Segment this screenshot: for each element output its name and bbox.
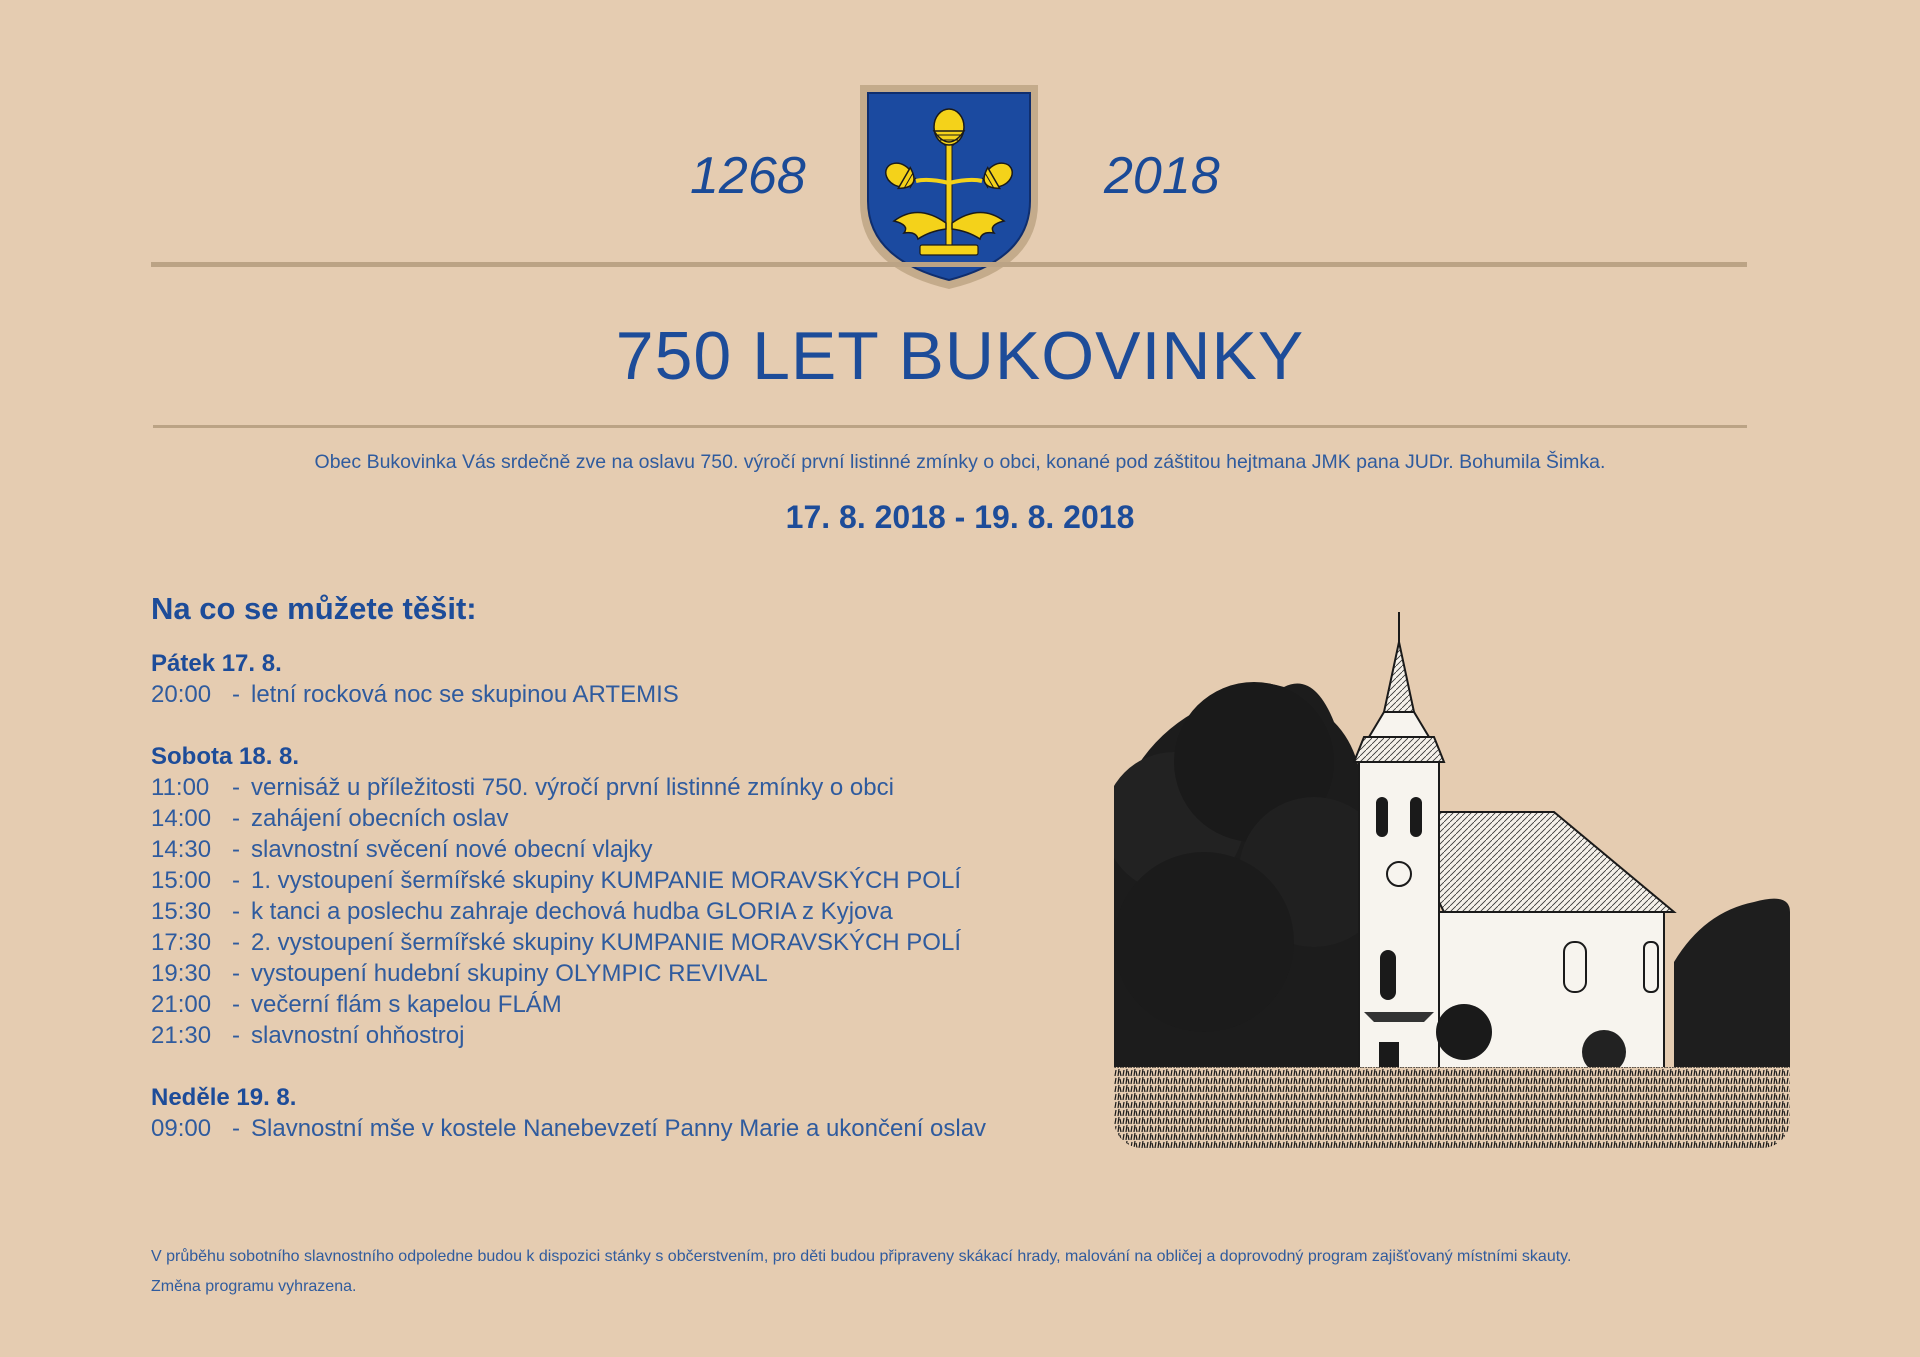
program-row (151, 1114, 986, 1144)
event-time: 19:30 (151, 960, 212, 987)
event-separator: - (232, 774, 240, 801)
program-row (151, 928, 961, 958)
footnote-line: V průběhu sobotního slavnostního odpoledne budou k dispozici stánky s občerstvením, pro děti budou připraveny skákací hrady, malování na obličej a doprovodný program zajišťovaný místními skauty. (151, 1248, 1572, 1265)
invitation-text: Obec Bukovinka Vás srdečně zve na oslavu 750. výročí první listinné zmínky o obci, konané pod záštitou hejtmana JMK pana JUDr. Bohumila Šimka. (314, 451, 1606, 473)
event-text: večerní flám s kapelou FLÁM (251, 991, 562, 1018)
event-text: vystoupení hudební skupiny OLYMPIC REVIVAL (251, 960, 768, 987)
program-row (151, 835, 653, 865)
top-divider (151, 262, 1747, 267)
day-heading-sunday: Neděle 19. 8. (151, 1084, 297, 1111)
event-text: slavnostní svěcení nové obecní vlajky (251, 836, 653, 863)
church-illustration (1114, 612, 1790, 1148)
year-start: 1268 (690, 147, 806, 205)
event-time: 21:00 (151, 991, 212, 1018)
event-dates: 17. 8. 2018 - 19. 8. 2018 (785, 499, 1135, 535)
event-text: 2. vystoupení šermířské skupiny KUMPANIE MORAVSKÝCH POLÍ (251, 929, 961, 956)
event-separator: - (232, 867, 240, 894)
program-row (151, 804, 509, 834)
event-time: 09:00 (151, 1115, 212, 1142)
event-text: zahájení obecních oslav (251, 805, 509, 832)
event-text: letní rocková noc se skupinou ARTEMIS (251, 681, 679, 708)
event-separator: - (232, 898, 240, 925)
event-text: slavnostní ohňostroj (251, 1022, 465, 1049)
program-row (151, 1021, 464, 1051)
event-separator: - (232, 1115, 240, 1142)
event-separator: - (232, 960, 240, 987)
event-separator: - (232, 805, 240, 832)
event-time: 14:00 (151, 805, 212, 832)
day-heading-friday: Pátek 17. 8. (151, 650, 282, 677)
coat-of-arms-icon (858, 83, 1040, 291)
event-time: 21:30 (151, 1022, 212, 1049)
event-time: 15:00 (151, 867, 212, 894)
program-row (151, 773, 894, 803)
footnote-disclaimer: Změna programu vyhrazena. (151, 1278, 357, 1295)
program-row (151, 866, 961, 896)
event-time: 14:30 (151, 836, 212, 863)
program-row (151, 959, 768, 989)
event-time: 11:00 (151, 774, 210, 801)
footnote (151, 1242, 1811, 1302)
event-text: 1. vystoupení šermířské skupiny KUMPANIE MORAVSKÝCH POLÍ (251, 867, 961, 894)
event-time: 20:00 (151, 681, 212, 708)
day-heading-saturday: Sobota 18. 8. (151, 743, 300, 770)
program-heading: Na co se můžete těšit: (151, 591, 477, 626)
program-row (151, 990, 562, 1020)
event-time: 15:30 (151, 898, 212, 925)
middle-divider (153, 425, 1747, 428)
program-row (151, 897, 893, 927)
page-title: 750 LET BUKOVINKY (615, 318, 1305, 394)
event-separator: - (232, 1022, 240, 1049)
event-text: k tanci a poslechu zahraje dechová hudba GLORIA z Kyjova (251, 898, 893, 925)
event-separator: - (232, 681, 240, 708)
year-end: 2018 (1104, 147, 1220, 205)
event-text: vernisáž u příležitosti 750. výročí první listinné zmínky o obci (251, 774, 894, 801)
event-separator: - (232, 836, 240, 863)
event-separator: - (232, 991, 240, 1018)
event-text: Slavnostní mše v kostele Nanebevzetí Panny Marie a ukončení oslav (251, 1115, 987, 1142)
event-separator: - (232, 929, 240, 956)
program-row (151, 680, 679, 710)
event-time: 17:30 (151, 929, 212, 956)
